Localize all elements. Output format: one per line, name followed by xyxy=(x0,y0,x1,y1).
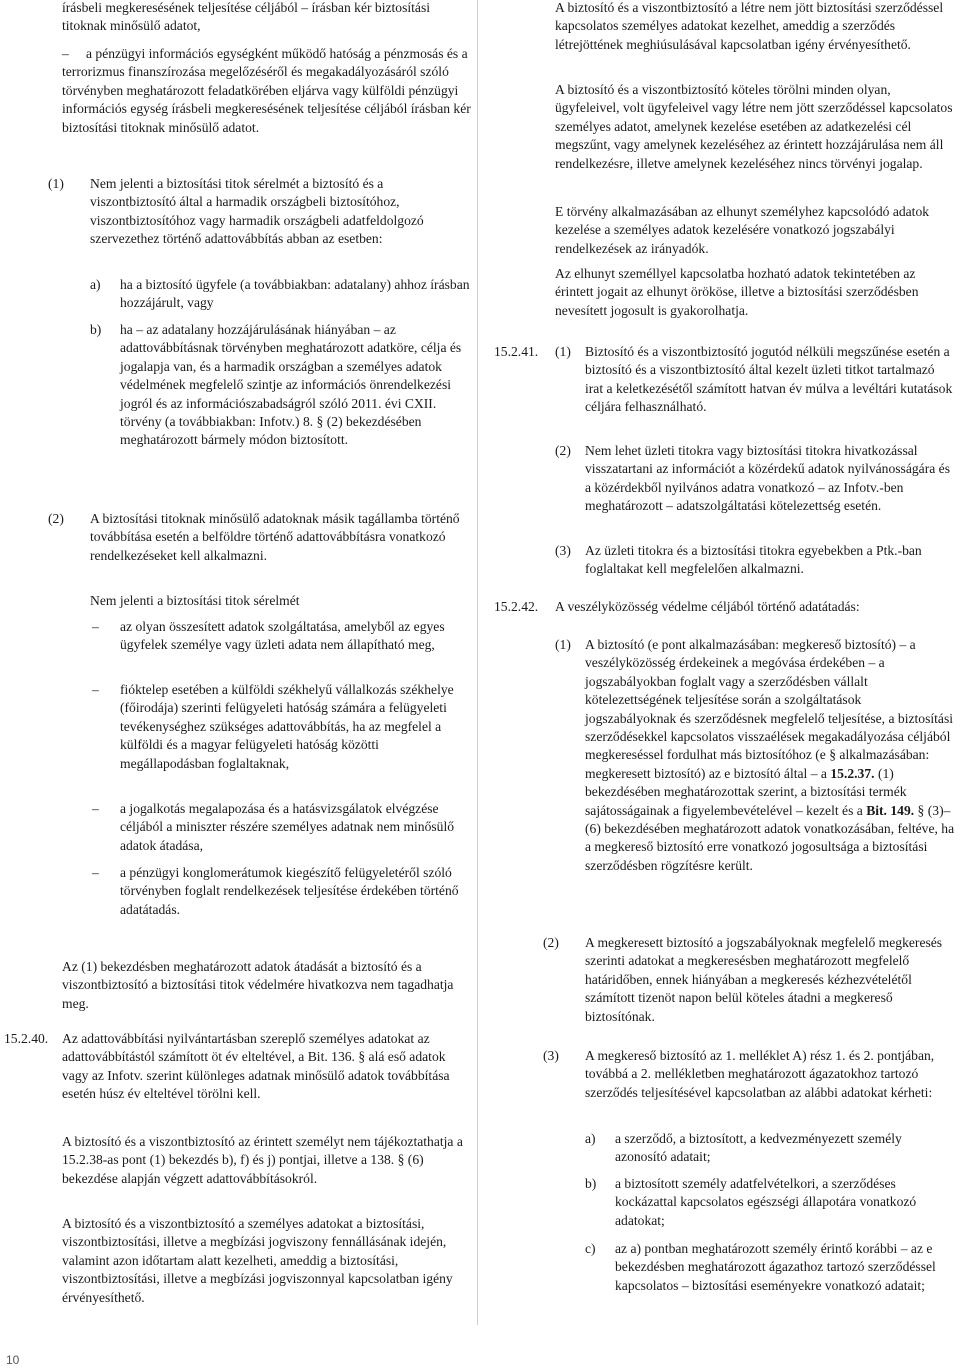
paragraph-2-subhead: Nem jelenti a biztosítási titok sérelmét xyxy=(90,593,300,608)
section-15-2-40-p2: A biztosító és a viszontbiztosító az érintett személyt nem tájékoztathatja a 15.2.38-as pont (1) bekezdés b), f) és j) pontjai, illetve a 138. § (6) bekezdése alapján végzett adattovábbításokról. xyxy=(62,1134,463,1186)
right-paragraph-1: A biztosító és a viszontbiztosító a létre nem jött biztosítási szerződéssel kapcsolatos személyes adatokat kezelhet, ameddig a szerződés létrejöttének meghiúsulásával kapcsolatban igény érvényesíthető. xyxy=(555,0,944,52)
intro-continuation: írásbeli megkeresésének teljesítése céljából – írásban kér biztosítási titoknak minősülő adatot, xyxy=(62,0,431,34)
list-marker-c: c) xyxy=(585,1241,596,1256)
list-marker-b: b) xyxy=(585,1176,597,1191)
dash-marker: – xyxy=(62,46,69,61)
text-run: § (3)–(6) bekezdésében meghatározott adatok vonatkozásában, feltéve, ha a megkereső biztosító erre vonatkozó jogosultsága a biztosítási szerződésben rögzítésre került. xyxy=(585,802,955,873)
paragraph-1-a: ha a biztosító ügyfele (a továbbiakban: adatalany) ahhoz írásban hozzájárult, vagy xyxy=(120,277,470,311)
paragraph-marker: (1) xyxy=(555,344,571,359)
section-15-2-42-3-b: a biztosított személy adatfelvételkori, a szerződéses kockázattal kapcsolatos egészségi állapotára vonatkozó adatokat; xyxy=(615,1176,917,1228)
page-number: 10 xyxy=(6,1353,20,1367)
dash-marker: – xyxy=(92,801,99,816)
dash-marker: – xyxy=(92,865,99,880)
text-run: (1) bekezdésében meghatározottak szerint, a biztosítási termék sajátosságainak a figyelembevételével – kezelt és a xyxy=(585,765,907,818)
section-15-2-42-3: A megkereső biztosító az 1. melléklet A) rész 1. és 2. pontjában, továbbá a 2. mellékletben meghatározott ágazatokhoz tartozó szerződés teljesítésével kapcsolatban az alábbi adatokat kérheti: xyxy=(585,1048,935,1100)
closing-paragraph: Az (1) bekezdésben meghatározott adatok átadását a biztosító és a viszontbiztosító a biztosítási titok védelmére hivatkozva nem tagadhatja meg. xyxy=(62,959,454,1011)
intro-list-item-text: a pénzügyi információs egységként működő hatóság a pénzmosás és a terrorizmus finanszírozása megelőzéséről és megakadályozásáról szóló törvényben meghatározott feladatkörében eljárva vagy külföldi pénzügyi információs egység írásbeli megkeresésének teljesítése céljából írásban kér biztosítási titoknak minősülő adatot. xyxy=(62,46,471,135)
section-15-2-42-3-c: az a) pontban meghatározott személy érintő korábbi – az e bekezdésben meghatározott ágazathoz tartozó szerződéssel kapcsolatos – biztosítási eseményekre vonatkozó adatait; xyxy=(615,1241,936,1293)
section-15-2-41-1: Biztosító és a viszontbiztosító jogutód nélküli megszűnése esetén a biztosító és a viszontbiztosító által kezelt üzleti titkot tartalmazó irat a keletkezésétől számított hatvan év múlva a levéltári kutatások céljára felhasználható. xyxy=(585,344,953,415)
section-15-2-40-p1: Az adattovábbítási nyilvántartásban szereplő személyes adatokat az adattovábbítástól számított öt év elteltével, a Bit. 136. § alá eső adatok vagy az Infotv. szerint különleges adatnak minősülő adatok továbbítása esetén húsz év elteltével törölni kell. xyxy=(62,1031,450,1102)
paragraph-marker: (2) xyxy=(48,511,64,526)
dash-marker: – xyxy=(92,619,99,634)
paragraph-2: A biztosítási titoknak minősülő adatoknak másik tagállamba történő továbbítása esetén a belföldre történő adattovábbításra vonatkozó rendelkezéseket kell alkalmazni. xyxy=(90,511,460,563)
section-15-2-42-1 xyxy=(585,636,955,875)
dash-item-4: a pénzügyi konglomerátumok kiegészítő felügyeletéről szóló törvényben foglalt rendelkezések teljesítése érdekében történő adatátadás. xyxy=(120,865,459,917)
section-number: 15.2.40. xyxy=(4,1031,49,1046)
section-15-2-41-2: Nem lehet üzleti titokra vagy biztosítási titokra hivatkozással visszatartani az információt a közérdekű adatok nyilvánosságára és a közérdekből nyilvános adatra vonatkozó – az Infotv.-ben meghatározott – adatszolgáltatási kötelezettség esetén. xyxy=(585,443,950,514)
column-divider xyxy=(477,0,478,1325)
right-paragraph-4: Az elhunyt személlyel kapcsolatba hozható adatok tekintetében az érintett jogait az elhunyt örököse, illetve a biztosítási szerződésben nevesített jogosult is gyakorolhatja. xyxy=(555,266,919,318)
dash-item-1: az olyan összesített adatok szolgáltatása, amelyből az egyes ügyfelek személye vagy üzleti adata nem állapítható meg, xyxy=(120,619,445,653)
right-paragraph-2: A biztosító és a viszontbiztosító köteles törölni minden olyan, ügyfeleivel, volt ügyfeleivel vagy létre nem jött szerződéssel kapcsolatos személyes adatot, amelynek kezelése esetében az adatkezelési cél megszűnt, vagy amelynek kezeléséhez az érintett hozzájárulása nem áll rendelkezésre, illetve amelynek kezeléséhez nincs törvényi jogalap. xyxy=(555,82,953,171)
paragraph-marker: (1) xyxy=(48,176,64,191)
section-15-2-42-title: A veszélyközösség védelme céljából történő adatátadás: xyxy=(555,599,860,614)
reference-bold: 15.2.37. xyxy=(830,765,875,781)
dash-item-2: fióktelep esetében a külföldi székhelyű vállalkozás székhelye (főirodája) szerinti felügyeleti hatóság számára a felügyeleti tevékenységhez szükséges adattovábbítás, ha az megfelel a külföldi és a magyar felügyeleti hatóság közötti megállapodásban foglaltaknak, xyxy=(120,682,454,771)
paragraph-marker: (2) xyxy=(555,443,571,458)
section-number: 15.2.41. xyxy=(494,344,539,359)
paragraph-1: Nem jelenti a biztosítási titok sérelmét a biztosító és a viszontbiztosító által a harmadik országbeli biztosítóhoz, viszontbiztosítóhoz vagy harmadik országbeli adatfeldolgozó szervezethez történő adattovábbítás abban az esetben: xyxy=(90,176,424,247)
section-number: 15.2.42. xyxy=(494,599,539,614)
section-15-2-40-p3: A biztosító és a viszontbiztosító a személyes adatokat a biztosítási, viszontbiztosítási, illetve a megbízási jogviszony fennállásának idején, valamint azon időtartam alatt kezelheti, ameddig a biztosítási, viszontbiztosítási, illetve a megbízási jogviszonnyal kapcsolatban igény érvényesíthető. xyxy=(62,1216,453,1305)
section-15-2-42-3-a: a szerződő, a biztosított, a kedvezményezett személy azonosító adatait; xyxy=(615,1131,902,1165)
section-15-2-41-3: Az üzleti titokra és a biztosítási titokra egyebekben a Ptk.-ban foglaltakat kell megfelelően alkalmazni. xyxy=(585,543,922,577)
list-marker-a: a) xyxy=(585,1131,596,1146)
dash-item-3: a jogalkotás megalapozása és a hatásvizsgálatok elvégzése céljából a miniszter részére személyes adatnak nem minősülő adatok átadása, xyxy=(120,801,455,853)
list-marker-a: a) xyxy=(90,277,101,292)
text-run: A biztosító (e pont alkalmazásában: megkereső biztosító) – a veszélyközösség érdekeinek a megóvása érdekében – a jogszabályokban foglalt vagy a szerződésben vállalt kötelezettségének teljesítése során a szolgáltatások jogszabályoknak és szerződésnek megfelelő teljesítése, a biztosítási szerződésekkel kapcsolatos visszaélések megakadályozása céljából megkereséssel fordulhat más biztosítóhoz (e § alkalmazásában: megkeresett biztosító) az e biztosító által – a xyxy=(585,637,954,781)
paragraph-marker: (3) xyxy=(543,1048,559,1063)
paragraph-marker: (3) xyxy=(555,543,571,558)
reference-bold: Bit. 149. xyxy=(866,802,915,818)
list-marker-b: b) xyxy=(90,322,102,337)
paragraph-marker: (2) xyxy=(543,935,559,950)
right-paragraph-3: E törvény alkalmazásában az elhunyt személyhez kapcsolódó adatok kezelése a személyes adatok kezelésére vonatkozó jogszabályi rendelkezések az irányadók. xyxy=(555,204,930,256)
paragraph-1-b: ha – az adatalany hozzájárulásának hiányában – az adattovábbításnak törvényben meghatározott adatköre, célja és jogalapja van, és a harmadik országban a személyes adatok védelmének megfelelő szintje az információs önrendelkezési jogról és az információszabadságról szóló 2011. évi CXII. törvény (a továbbiakban: Infotv.) 8. § (2) bekezdésében meghatározott bármely módon biztosított. xyxy=(120,322,462,448)
paragraph-marker: (1) xyxy=(555,637,571,652)
dash-marker: – xyxy=(92,682,99,697)
section-15-2-42-2: A megkeresett biztosító a jogszabályoknak megfelelő megkeresés szerinti adatokat a megkeresésben meghatározott megfelelő határidőben, ennek hiányában a megkeresés kézhezvételétől számított tizenöt napon belül köteles átadni a megkereső biztosítónak. xyxy=(585,935,943,1024)
